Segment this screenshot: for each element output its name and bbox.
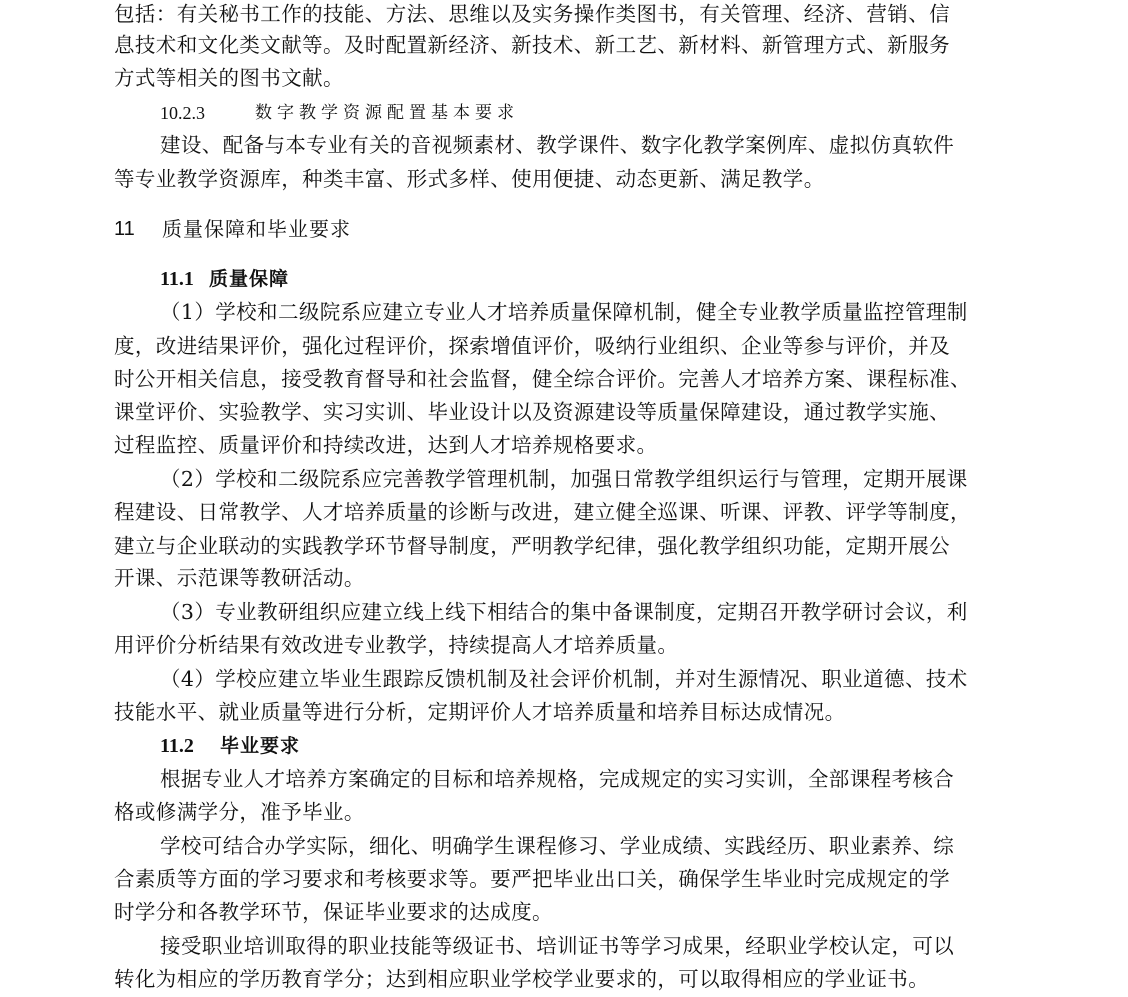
- body-text-line: 技能水平、就业质量等进行分析，定期评价人才培养质量和培养目标达成情况。: [114, 700, 846, 724]
- body-text-line: 方式等相关的图书文献。: [114, 66, 344, 90]
- body-text-line: 接受职业培训取得的职业技能等级证书、培训证书等学习成果，经职业学校认定，可以: [160, 934, 955, 958]
- body-text-line: （1）学校和二级院系应建立专业人才培养质量保障机制，健全专业教学质量监控管理制: [160, 300, 968, 324]
- body-text-line: 建设、配备与本专业有关的音视频素材、教学课件、数字化教学案例库、虚拟仿真软件: [160, 133, 955, 157]
- body-text-line: 息技术和文化类文献等。及时配置新经济、新技术、新工艺、新材料、新管理方式、新服务: [114, 33, 950, 57]
- body-text-line: 学校可结合办学实际，细化、明确学生课程修习、学业成绩、实践经历、职业素养、综: [160, 834, 955, 858]
- body-text-line: 时学分和各教学环节，保证毕业要求的达成度。: [114, 900, 553, 924]
- subsection-number: 10.2.3: [160, 103, 205, 123]
- body-text-line: 时公开相关信息，接受教育督导和社会监督，健全综合评价。完善人才培养方案、课程标准、: [114, 367, 971, 391]
- body-text-line: 课堂评价、实验教学、实习实训、毕业设计以及资源建设等质量保障建设，通过教学实施、: [114, 400, 950, 424]
- body-text-line: 合素质等方面的学习要求和考核要求等。要严把毕业出口关，确保学生毕业时完成规定的学: [114, 867, 950, 891]
- subsection-number: 11.2: [160, 735, 194, 757]
- body-text-line: 度，改进结果评价，强化过程评价，探索增值评价，吸纳行业组织、企业等参与评价，并及: [114, 334, 950, 358]
- body-text-line: 包括：有关秘书工作的技能、方法、思维以及实务操作类图书，有关管理、经济、营销、信: [114, 2, 950, 26]
- body-text-line: （2）学校和二级院系应完善教学管理机制，加强日常教学组织运行与管理，定期开展课: [160, 467, 968, 491]
- body-text-line: 格或修满学分，准予毕业。: [114, 800, 365, 824]
- subsection-title: 质量保障: [209, 268, 290, 290]
- body-text-line: （4）学校应建立毕业生跟踪反馈机制及社会评价机制，并对生源情况、职业道德、技术: [160, 667, 968, 691]
- section-title: 质量保障和毕业要求: [162, 217, 351, 241]
- subsection-title: 毕业要求: [220, 735, 301, 757]
- body-text-line: 程建设、日常教学、人才培养质量的诊断与改进，建立健全巡课、听课、评教、评学等制度，: [114, 500, 971, 524]
- section-number: 11: [114, 218, 135, 240]
- subsection-number: 11.1: [160, 268, 194, 290]
- body-text-line: （3）专业教研组织应建立线上线下相结合的集中备课制度，定期召开教学研讨会议，利: [160, 600, 968, 624]
- body-text-line: 等专业教学资源库，种类丰富、形式多样、使用便捷、动态更新、满足教学。: [114, 167, 825, 191]
- body-text-line: 开课、示范课等教研活动。: [114, 566, 365, 590]
- body-text-line: 建立与企业联动的实践教学环节督导制度，严明教学纪律，强化教学组织功能，定期开展公: [114, 534, 950, 558]
- body-text-line: 转化为相应的学历教育学分；达到相应职业学校学业要求的，可以取得相应的学业证书。: [114, 967, 930, 991]
- body-text-line: 根据专业人才培养方案确定的目标和培养规格，完成规定的实习实训，全部课程考核合: [160, 767, 955, 791]
- body-text-line: 用评价分析结果有效改进专业教学，持续提高人才培养质量。: [114, 633, 679, 657]
- body-text-line: 过程监控、质量评价和持续改进，达到人才培养规格要求。: [114, 433, 658, 457]
- subsection-title: 数字教学资源配置基本要求: [255, 103, 519, 123]
